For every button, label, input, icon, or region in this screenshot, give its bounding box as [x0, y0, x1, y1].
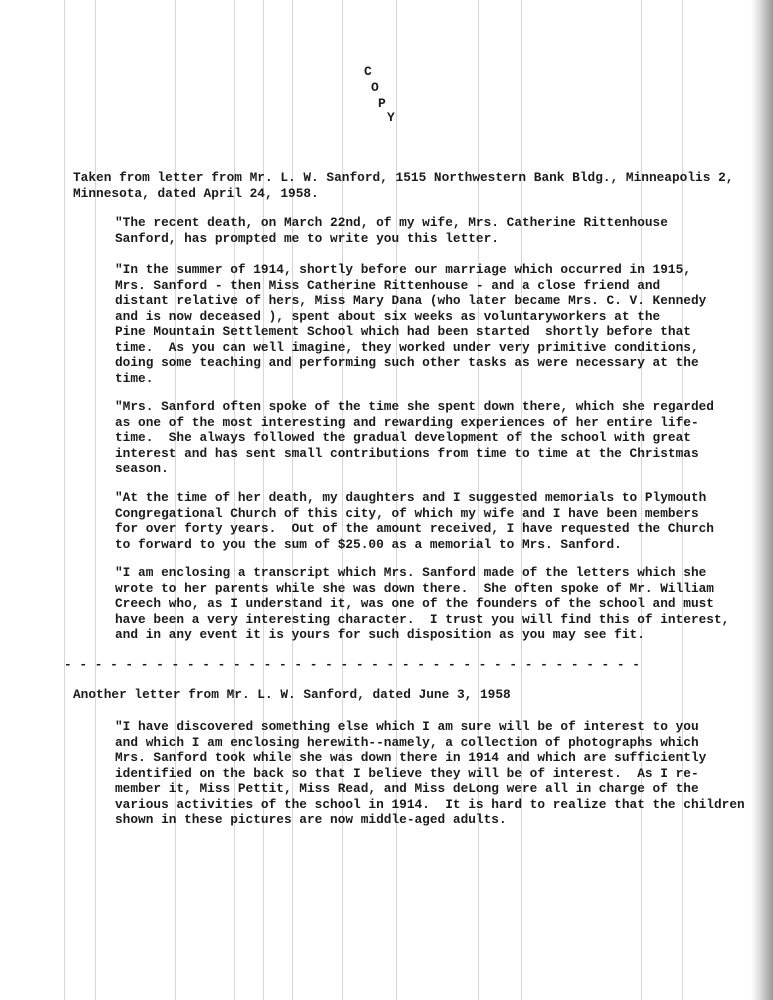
- text-line: Sanford, has prompted me to write you this letter.: [115, 230, 499, 246]
- text-line: member it, Miss Pettit, Miss Read, and Miss deLong were all in charge of the: [115, 781, 699, 796]
- page-edge-shadow: [751, 0, 773, 1000]
- second-letter-header: [73, 687, 511, 703]
- letter-paragraph: [115, 565, 729, 643]
- text-line: interest and has sent small contributions from time to time at the Christmas: [115, 445, 699, 461]
- letter-paragraph: [115, 215, 668, 246]
- text-line: "I have discovered something else which I am sure will be of interest to you: [115, 719, 699, 734]
- text-line: Mrs. Sanford took while she was down there in 1914 and which are sufficiently: [115, 750, 707, 765]
- text-line: season.: [115, 461, 169, 476]
- letter-paragraph: [115, 262, 706, 386]
- text-line: Taken from letter from Mr. L. W. Sanford, 1515 Northwestern Bank Bldg., Minneapolis 2,: [73, 170, 734, 185]
- copy-mark-y: Y: [387, 110, 395, 125]
- second-letter-paragraph: [115, 719, 745, 828]
- separator-line: - - - - - - - - - - - - - - - - - - - - - - - - - - - - - - - - - - - - - -: [64, 657, 640, 672]
- text-line: Pine Mountain Settlement School which had been started shortly before that: [115, 324, 691, 339]
- text-line: doing some teaching and performing such other tasks as were necessary at the: [115, 355, 699, 370]
- text-line: as one of the most interesting and rewarding experiences of her entire life-: [115, 414, 699, 430]
- letter-paragraph: [115, 490, 714, 552]
- text-line: for over forty years. Out of the amount received, I have requested the Church: [115, 521, 714, 536]
- text-line: wrote to her parents while she was down there. She often spoke of Mr. William: [115, 580, 714, 596]
- text-line: "In the summer of 1914, shortly before our marriage which occurred in 1915,: [115, 262, 691, 277]
- text-line: time. As you can well imagine, they worked under very primitive conditions,: [115, 339, 699, 355]
- text-line: "Mrs. Sanford often spoke of the time she spent down there, which she regarded: [115, 399, 714, 414]
- text-line: and is now deceased ), spent about six weeks as voluntaryworkers at the: [115, 308, 661, 324]
- text-line: time.: [115, 370, 154, 386]
- letter-header: [73, 170, 733, 201]
- text-line: Mrs. Sanford - then Miss Catherine Rittenhouse - and a close friend and: [115, 277, 661, 293]
- copy-mark-o: O: [371, 80, 379, 95]
- paper-rule: [64, 0, 65, 1000]
- text-line: identified on the back so that I believe they will be of interest. As I re-: [115, 765, 699, 781]
- text-line: shown in these pictures are now middle-aged adults.: [115, 812, 507, 827]
- text-line: Creech who, as I understand it, was one of the founders of the school and must: [115, 596, 714, 611]
- text-line: and which I am enclosing herewith--namely, a collection of photographs which: [115, 734, 699, 750]
- paper-rule: [95, 0, 96, 1000]
- letter-paragraph: [115, 399, 714, 477]
- copy-mark-c: C: [364, 64, 372, 79]
- text-line: Congregational Church of this city, of which my wife and I have been members: [115, 505, 699, 521]
- copy-mark-p: P: [378, 96, 386, 111]
- text-line: "At the time of her death, my daughters and I suggested memorials to Plymouth: [115, 490, 707, 505]
- text-line: "The recent death, on March 22nd, of my wife, Mrs. Catherine Rittenhouse: [115, 215, 668, 230]
- text-line: have been a very interesting character. I trust you will find this of interest,: [115, 611, 730, 627]
- text-line: and in any event it is yours for such disposition as you may see fit.: [115, 627, 645, 642]
- text-line: various activities of the school in 1914. It is hard to realize that the children: [115, 796, 745, 812]
- text-line: time. She always followed the gradual development of the school with great: [115, 430, 691, 445]
- text-line: "I am enclosing a transcript which Mrs. Sanford made of the letters which she: [115, 565, 707, 580]
- text-line: to forward to you the sum of $25.00 as a memorial to Mrs. Sanford.: [115, 536, 622, 552]
- text-line: Minnesota, dated April 24, 1958.: [73, 185, 319, 201]
- text-line: distant relative of hers, Miss Mary Dana (who later became Mrs. C. V. Kennedy: [115, 293, 707, 308]
- text-line: Another letter from Mr. L. W. Sanford, dated June 3, 1958: [73, 687, 511, 702]
